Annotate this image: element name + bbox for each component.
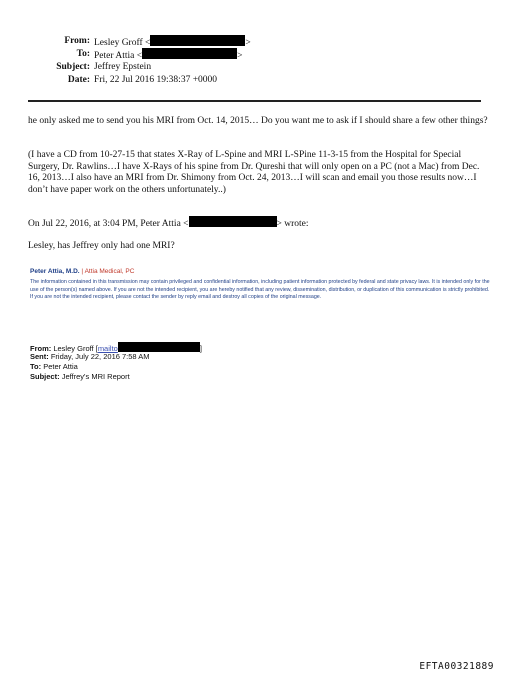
quote-intro-end: > wrote: <box>276 219 309 229</box>
to-label: To: <box>76 49 90 59</box>
from-close: > <box>245 38 251 48</box>
date-value: Fri, 22 Jul 2016 19:38:37 +0000 <box>94 75 218 85</box>
body-paragraph-2: (I have a CD from 10-27-15 that states X-Ray of L-Spine and MRI L-SPine 11-3-15 from the Hospital for Special Surgery, Dr. Rawlins…I have X-Rays of his spine from Dr. Qureshi that will only open on a PC (not a Mac) from Dec. 16, 2013…I also have an MRI from Dr. Shimony from Oct. 24, 2013…I will scan and email you those results now…I don’t have paper work on the others unfortunately..) <box>28 150 480 195</box>
original-subject-row <box>30 372 130 381</box>
original-subject-value: Jeffrey's MRI Report <box>61 372 130 381</box>
signature-separator: | <box>79 268 85 275</box>
original-from-label: From: <box>30 344 52 353</box>
bates-number: EFTA00321889 <box>419 661 494 672</box>
original-sent-value: Friday, July 22, 2016 7:58 AM <box>50 352 150 361</box>
subject-label: Subject: <box>56 62 90 72</box>
date-label: Date: <box>67 75 90 85</box>
mailto-link[interactable]: mailto <box>97 344 118 353</box>
signature-company: Attia Medical, PC <box>84 268 135 275</box>
original-sent-row <box>30 352 150 361</box>
quote-intro-text: On Jul 22, 2016, at 3:04 PM, Peter Attia < <box>28 219 189 229</box>
to-close: > <box>237 51 243 61</box>
redaction-block <box>142 48 237 59</box>
from-name: Lesley Groff < <box>94 38 151 48</box>
to-value <box>94 48 242 62</box>
redaction-block <box>189 216 277 227</box>
original-subject-label: Subject: <box>30 372 60 381</box>
original-sent-label: Sent: <box>30 352 49 361</box>
quote-text: Lesley, has Jeffrey only had one MRI? <box>28 241 175 251</box>
confidentiality-notice: The information contained in this transmission may contain privileged and confidential information, including patient information protected by federal and state privacy laws. It is intended only for the use of the person(s) named above. If you are not the intended recipient, you are hereby notified that any review, dissemination, distribution, or duplication of this communication is strictly prohibited. If you are not the intended recipient, please contact the sender by reply email and destroy all copies of the original message. <box>30 279 490 301</box>
subject-value: Jeffrey Epstein <box>94 62 152 72</box>
original-to-label: To: <box>30 362 42 371</box>
redaction-block <box>150 35 245 46</box>
signature-line <box>30 268 134 275</box>
original-to-row <box>30 362 78 371</box>
from-value <box>94 35 251 49</box>
to-name: Peter Attia < <box>94 51 143 61</box>
header-divider <box>28 100 481 102</box>
from-label: From: <box>64 36 90 46</box>
original-from-close: ] <box>199 344 202 353</box>
body-paragraph-1: he only asked me to send you his MRI from Oct. 14, 2015… Do you want me to ask if I should share a few other things? <box>28 116 488 126</box>
quote-intro <box>28 216 488 231</box>
signature-name: Peter Attia, M.D. <box>30 268 80 275</box>
redaction-block <box>118 342 200 352</box>
original-from-value: Lesley Groff [ <box>53 344 98 353</box>
original-to-value: Peter Attia <box>43 362 78 371</box>
